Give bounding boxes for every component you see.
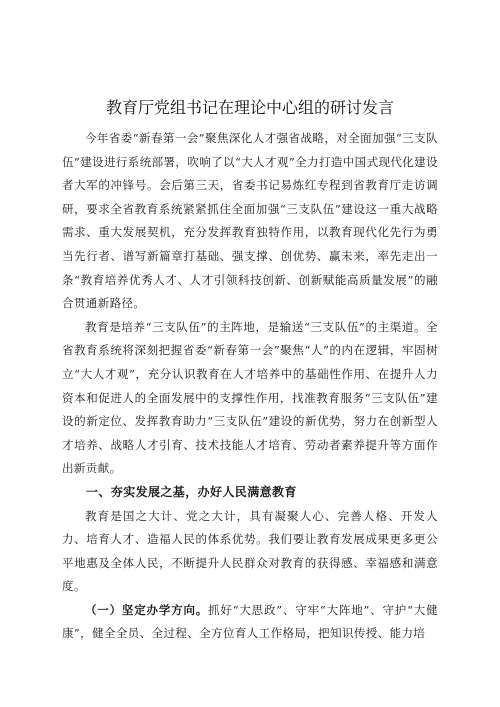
section-heading-1: 一、夯实发展之基，办好人民满意教育	[86, 484, 297, 499]
paragraph-subsection-1	[62, 599, 438, 646]
subsection-text: 抓好“大思政”、守牢“大阵地”、守护“大健康”，健全全员、全过程、全方位育人工作格局，把知识传授、能力培	[62, 602, 439, 641]
subsection-label: （一）坚定办学方向。	[85, 602, 209, 617]
paragraph-education-importance: 教育是国之大计、党之大计，具有凝聚人心、完善人格、开发人力、培育人才、造福人民的体系优势。我们要让教育发展成果更多更公平地惠及全体人民，不断提升人民群众对教育的获得感、幸福感和满意度。	[62, 508, 438, 594]
document-body	[62, 127, 438, 646]
document-title: 教育厅党组书记在理论中心组的研讨发言	[105, 98, 394, 117]
paragraph-intro: 今年省委“新春第一会”聚焦深化人才强省战略，对全面加强“三支队伍”建设进行系统部署，吹响了以“大人才观”全力打造中国式现代化建设者大军的冲锋号。会后第三天，省委书记易炼红专程到省教育厅走访调研，要求全省教育系统紧紧抓住全面加强“三支队伍”建设这一重大战略需求、重大发展契机，充分发挥教育独特作用，以教育现代化先行为勇当先行者、谱写新篇章打基础、强支撑、创优势、赢未来，率先走出一条“教育培养优秀人才、人才引领科技创新、创新赋能高质量发展”的融合贯通新路径。	[62, 131, 438, 311]
paragraph-education-role: 教育是培养“三支队伍”的主阵地，是输送“三支队伍”的主渠道。全省教育系统将深刻把握省委“新春第一会”聚焦“人”的内在逻辑，牢固树立“大人才观”，充分认识教育在人才培养中的基础性作用、在提升人力资本和促进人的全面发展中的支撑性作用，找准教育服务“三支队伍”建设的新定位、发挥教育助力“三支队伍”建设的新优势，努力在创新型人才培养、战略人才引育、技术技能人才培育、劳动者素养提升等方面作出新贡献。	[62, 319, 438, 476]
